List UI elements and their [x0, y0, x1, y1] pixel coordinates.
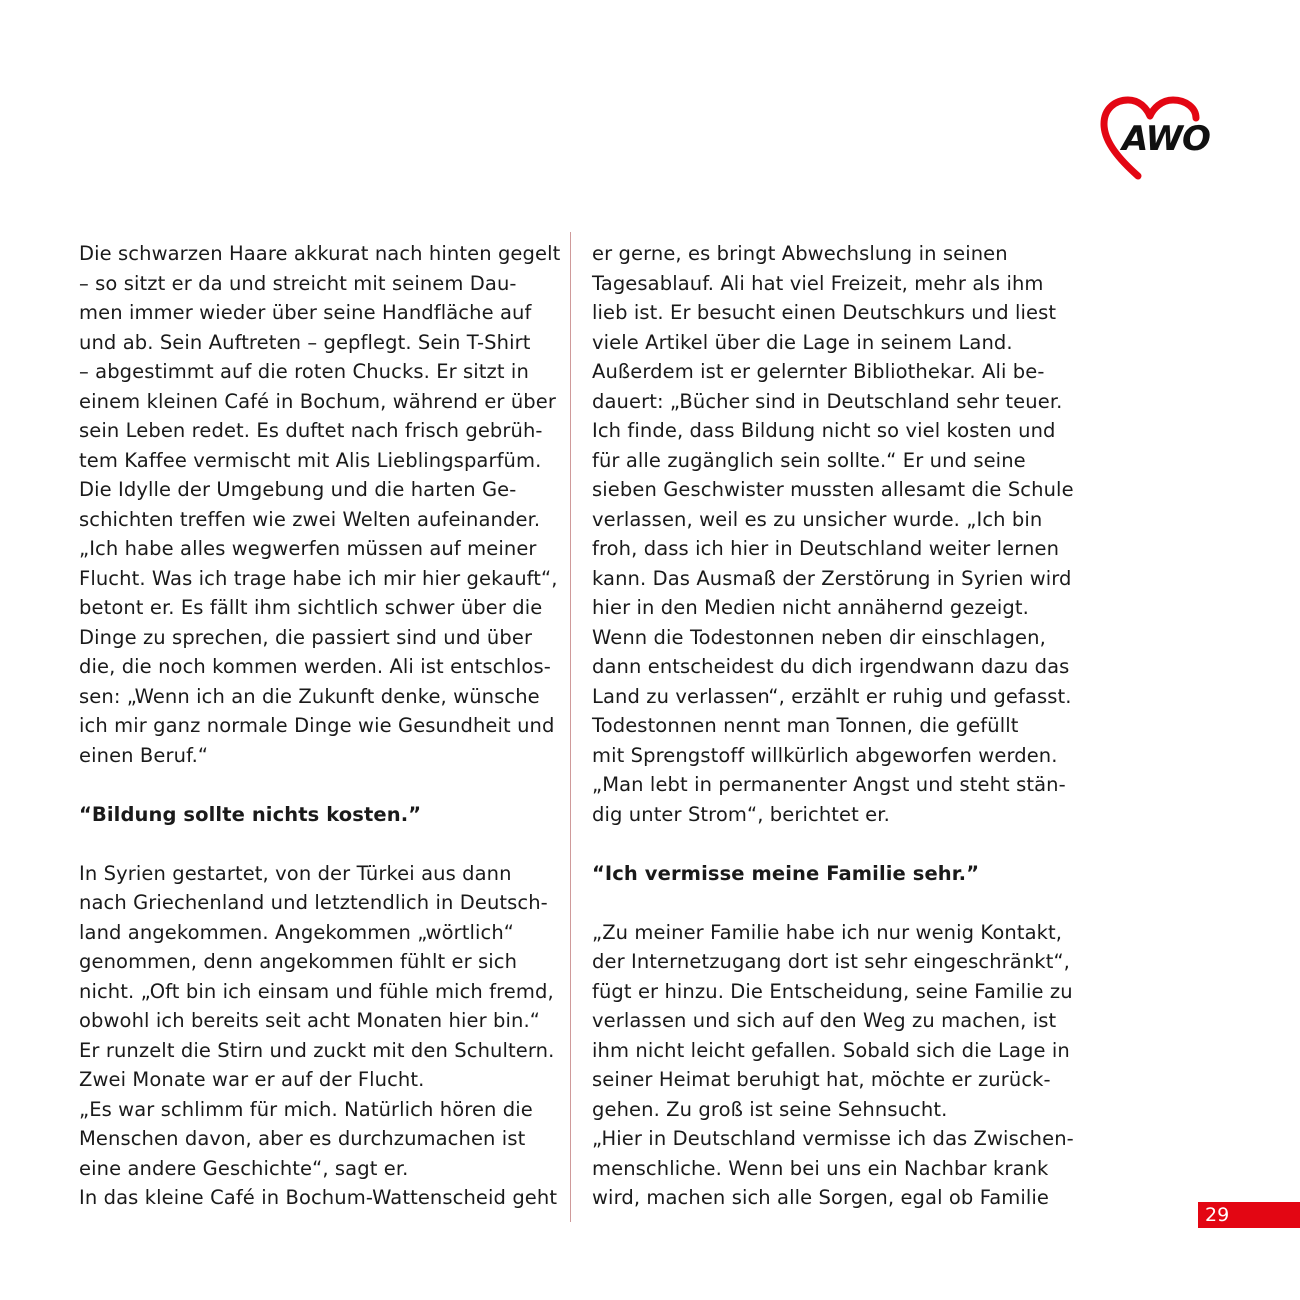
text-line: froh, dass ich hier in Deutschland weiter lernen [592, 537, 1060, 560]
text-line: Flucht. Was ich trage habe ich mir hier gekauft“, [79, 566, 558, 590]
text-line: tem Kaffee vermischt mit Alis Lieblingsparfüm. [79, 448, 542, 472]
text-line: sein Leben redet. Es duftet nach frisch gebrüh- [79, 419, 543, 442]
text-line: schichten treffen wie zwei Welten aufeinander. [79, 507, 541, 531]
text-line: viele Artikel über die Lage in seinem Land. [592, 330, 1013, 354]
text-line: seiner Heimat beruhigt hat, möchte er zurück- [592, 1068, 1051, 1091]
heart-icon [1100, 96, 1210, 182]
paragraph-gap [79, 770, 559, 800]
text-line: Ich finde, dass Bildung nicht so viel kosten und [592, 419, 1056, 442]
logo-text: AWO [1122, 119, 1210, 159]
text-line: kann. Das Ausmaß der Zerstörung in Syrien wird [592, 566, 1072, 590]
text-line: dann entscheidest du dich irgendwann dazu das [592, 655, 1070, 678]
text-line: – abgestimmt auf die roten Chucks. Er sitzt in [79, 360, 529, 383]
text-line: betont er. Es fällt ihm sichtlich schwer über die [79, 596, 543, 619]
right-column [592, 239, 1072, 1213]
text-line: sen: „Wenn ich an die Zukunft denke, wünsche [79, 684, 540, 708]
text-line: Außerdem ist er gelernter Bibliothekar. Ali be- [592, 360, 1045, 383]
text-line: menschliche. Wenn bei uns ein Nachbar krank [592, 1156, 1049, 1180]
section-heading: “Bildung sollte nichts kosten.” [79, 802, 422, 826]
text-line: land angekommen. Angekommen „wörtlich“ [79, 920, 514, 944]
text-line: lieb ist. Er besucht einen Deutschkurs und liest [592, 301, 1057, 324]
text-line: Zwei Monate war er auf der Flucht. [79, 1068, 425, 1091]
text-line: „Zu meiner Familie habe ich nur wenig Kontakt, [592, 920, 1063, 944]
text-line: „Es war schlimm für mich. Natürlich hören die [79, 1097, 533, 1121]
text-line: sieben Geschwister mussten allesamt die Schule [592, 478, 1074, 501]
text-line: und ab. Sein Auftreten – gepflegt. Sein T-Shirt [79, 330, 531, 354]
text-line: eine andere Geschichte“, sagt er. [79, 1156, 409, 1180]
paragraph-gap [592, 829, 1072, 859]
text-line: Land zu verlassen“, erzählt er ruhig und gefasst. [592, 684, 1072, 708]
left-column [79, 239, 559, 1213]
text-line: der Internetzugang dort ist sehr eingeschränkt“, [592, 950, 1070, 973]
text-line: „Man lebt in permanenter Angst und steht stän- [592, 773, 1066, 796]
text-line: „Hier in Deutschland vermisse ich das Zwischen- [592, 1127, 1074, 1150]
text-line: In das kleine Café in Bochum-Wattenscheid geht [79, 1186, 558, 1209]
text-line: verlassen, weil es zu unsicher wurde. „Ich bin [592, 507, 1043, 531]
text-line: dauert: „Bücher sind in Deutschland sehr teuer. [592, 389, 1063, 413]
text-line: die, die noch kommen werden. Ali ist entschlos- [79, 655, 551, 678]
text-line: genommen, denn angekommen fühlt er sich [79, 950, 518, 973]
text-line: Menschen davon, aber es durchzumachen ist [79, 1127, 526, 1150]
text-line: verlassen und sich auf den Weg zu machen, ist [592, 1009, 1057, 1032]
text-line: – so sitzt er da und streicht mit seinem Dau- [79, 271, 517, 295]
text-line: für alle zugänglich sein sollte.“ Er und seine [592, 448, 1026, 472]
text-line: fügt er hinzu. Die Entscheidung, seine Familie zu [592, 979, 1073, 1003]
text-line: Die Idylle der Umgebung und die harten Ge- [79, 478, 517, 501]
text-line: ich mir ganz normale Dinge wie Gesundheit und [79, 714, 555, 737]
text-line: Wenn die Todestonnen neben dir einschlagen, [592, 625, 1046, 649]
section-heading: “Ich vermisse meine Familie sehr.” [592, 861, 980, 885]
awo-logo [1100, 96, 1210, 182]
text-line: einen Beruf.“ [79, 743, 209, 767]
text-line: men immer wieder über seine Handfläche auf [79, 301, 532, 324]
text-line: gehen. Zu groß ist seine Sehnsucht. [592, 1097, 948, 1121]
text-line: nicht. „Oft bin ich einsam und fühle mich fremd, [79, 979, 554, 1003]
text-line: ihm nicht leicht gefallen. Sobald sich die Lage in [592, 1038, 1070, 1062]
text-line: „Ich habe alles wegwerfen müssen auf meiner [79, 537, 537, 560]
paragraph-gap [592, 888, 1072, 918]
text-line: Todestonnen nennt man Tonnen, die gefüllt [592, 714, 1019, 737]
paragraph-gap [79, 829, 559, 859]
text-line: mit Sprengstoff willkürlich abgeworfen werden. [592, 743, 1058, 767]
text-line: In Syrien gestartet, von der Türkei aus dann [79, 861, 512, 885]
text-line: wird, machen sich alle Sorgen, egal ob Familie [592, 1186, 1050, 1209]
text-line: Er runzelt die Stirn und zuckt mit den Schultern. [79, 1038, 555, 1062]
column-divider [570, 232, 571, 1222]
text-line: hier in den Medien nicht annähernd gezeigt. [592, 596, 1029, 619]
text-line: Tagesablauf. Ali hat viel Freizeit, mehr als ihm [592, 271, 1044, 295]
text-line: Dinge zu sprechen, die passiert sind und über [79, 625, 533, 649]
text-line: einem kleinen Café in Bochum, während er über [79, 389, 556, 413]
text-line: obwohl ich bereits seit acht Monaten hier bin.“ [79, 1009, 540, 1032]
text-line: nach Griechenland und letztendlich in Deutsch- [79, 891, 548, 914]
text-line: dig unter Strom“, berichtet er. [592, 802, 890, 826]
page-number: 29 [1205, 1204, 1230, 1226]
text-line: Die schwarzen Haare akkurat nach hinten gegelt [79, 242, 561, 265]
text-line: er gerne, es bringt Abwechslung in seinen [592, 242, 1008, 265]
